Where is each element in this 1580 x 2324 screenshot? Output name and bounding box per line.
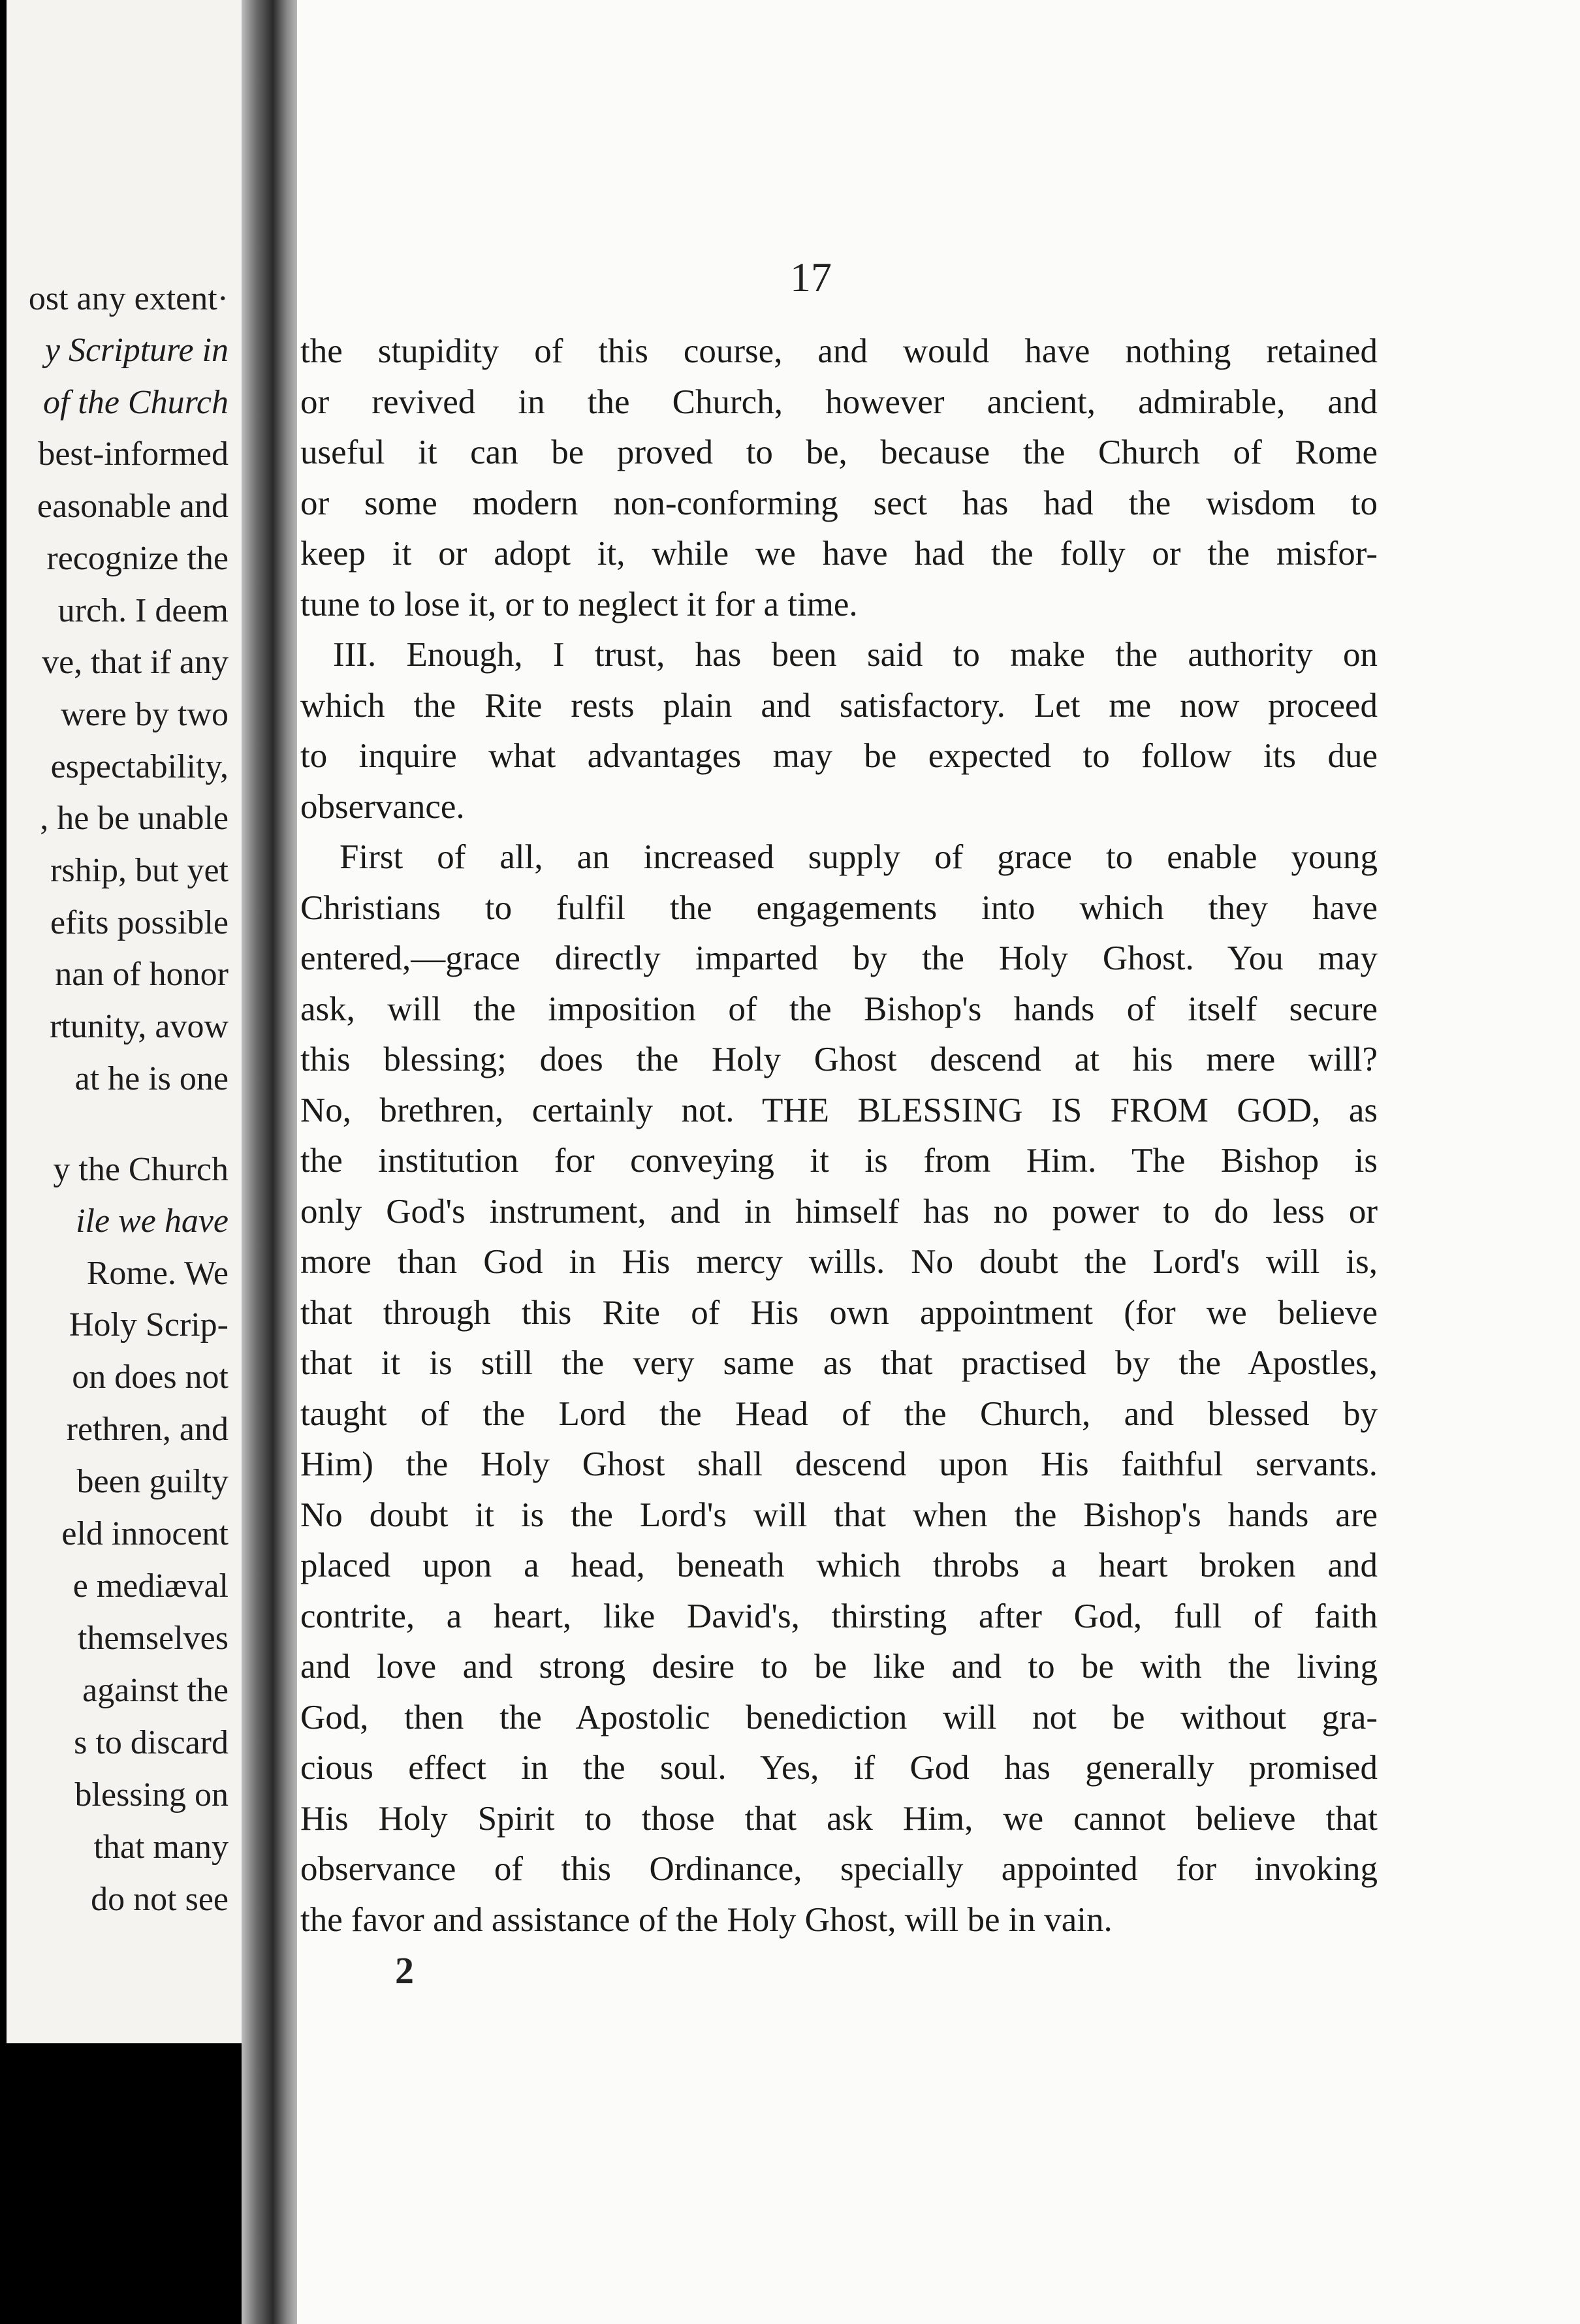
facing-page-line: ve, that if any <box>42 644 229 681</box>
body-line: keep it or adopt it, while we have had the folly or the misfor- <box>300 535 1378 573</box>
body-line: His Holy Spirit to those that ask Him, we cannot believe that <box>300 1799 1378 1838</box>
scan-border <box>0 0 7 2324</box>
signature-mark: 2 <box>395 1949 414 1992</box>
facing-page-line: nan of honor <box>55 956 229 993</box>
facing-page-line: recognize the <box>46 540 229 577</box>
facing-page-line: of the Church <box>42 384 229 421</box>
facing-page-line: at he is one <box>74 1060 229 1097</box>
facing-page-line: s to discard <box>74 1724 229 1761</box>
facing-page-line: , he be unable <box>40 800 229 837</box>
body-line: the favor and assistance of the Holy Ghost, will be in vain. <box>300 1900 1113 1939</box>
body-line: or revived in the Church, however ancient, admirable, and <box>300 383 1378 421</box>
body-line: Christians to fulfil the engagements into which they have <box>300 888 1378 927</box>
facing-page-line: efits possible <box>50 904 229 941</box>
facing-page-line: blessing on <box>74 1776 229 1814</box>
facing-page-line: been guilty <box>76 1463 229 1500</box>
body-text <box>300 326 1378 1945</box>
body-line: Him) the Holy Ghost shall descend upon His faithful servants. <box>300 1445 1378 1483</box>
body-line: tune to lose it, or to neglect it for a time. <box>300 585 858 623</box>
facing-page-line: espectability, <box>50 748 229 785</box>
body-line: entered,—grace directly imparted by the Holy Ghost. You may <box>300 939 1378 977</box>
body-line: observance of this Ordinance, specially appointed for invoking <box>300 1850 1378 1888</box>
body-line: No doubt it is the Lord's will that when the Bishop's hands are <box>300 1496 1378 1534</box>
body-line: useful it can be proved to be, because the Church of Rome <box>300 433 1378 471</box>
facing-page-line: were by two <box>60 696 229 733</box>
body-line: to inquire what advantages may be expected to follow its due <box>300 737 1378 775</box>
body-line: the stupidity of this course, and would have nothing retained <box>300 332 1378 370</box>
facing-page-line: do not see <box>91 1881 229 1918</box>
facing-page-line: y Scripture in <box>44 332 229 369</box>
body-line: No, brethren, certainly not. THE BLESSING IS FROM GOD, as <box>300 1091 1378 1129</box>
facing-page-line: Holy Scrip- <box>69 1306 229 1343</box>
facing-page-line: ile we have <box>76 1202 229 1240</box>
facing-page-line: rtunity, avow <box>50 1008 229 1045</box>
page-number: 17 <box>790 254 832 300</box>
body-line: or some modern non-conforming sect has had the wisdom to <box>300 484 1378 522</box>
facing-page-line: urch. I deem <box>57 592 229 629</box>
facing-page-line: eld innocent <box>61 1515 229 1552</box>
facing-page-line: themselves <box>77 1620 229 1657</box>
facing-page-line: that many <box>93 1829 229 1866</box>
body-line: this blessing; does the Holy Ghost descend at his mere will? <box>300 1041 1378 1078</box>
body-line: God, then the Apostolic benediction will not be without gra- <box>300 1698 1378 1736</box>
body-line: contrite, a heart, like David's, thirsting after God, full of faith <box>300 1597 1378 1635</box>
body-line: and love and strong desire to be like and to be with the living <box>300 1648 1378 1686</box>
facing-page-line: Rome. We <box>86 1255 229 1292</box>
body-line: more than God in His mercy wills. No doubt the Lord's will is, <box>300 1243 1378 1281</box>
body-line: that it is still the very same as that practised by the Apostles, <box>300 1344 1378 1382</box>
body-line: observance. <box>300 787 465 826</box>
facing-page-line: against the <box>82 1672 229 1709</box>
body-line: that through this Rite of His own appointment (for we believe <box>300 1293 1378 1332</box>
facing-page-line: on does not <box>72 1358 229 1396</box>
facing-page-line: y the Church <box>53 1151 229 1188</box>
body-line: First of all, an increased supply of grace to enable young <box>340 838 1378 876</box>
facing-page-line: rethren, and <box>66 1411 229 1448</box>
facing-page-line: e mediæval <box>72 1567 229 1605</box>
body-line: ask, will the imposition of the Bishop's hands of itself secure <box>300 990 1378 1028</box>
facing-page-line: ost any extent· <box>28 280 229 317</box>
body-line: only God's instrument, and in himself has no power to do less or <box>300 1192 1378 1231</box>
body-line: taught of the Lord the Head of the Church, and blessed by <box>300 1394 1378 1433</box>
body-line: which the Rite rests plain and satisfactory. Let me now proceed <box>300 686 1378 725</box>
body-line: placed upon a head, beneath which throbs a heart broken and <box>300 1547 1378 1584</box>
body-line: cious effect in the soul. Yes, if God has generally promised <box>300 1749 1378 1787</box>
body-line: III. Enough, I trust, has been said to make the authority on <box>333 636 1378 674</box>
facing-page-line: easonable and <box>37 488 229 525</box>
body-line: the institution for conveying it is from Him. The Bishop is <box>300 1142 1378 1180</box>
facing-page-line: rship, but yet <box>50 852 229 889</box>
facing-page-line: best-informed <box>38 435 229 473</box>
facing-page-fragment <box>7 0 242 2043</box>
